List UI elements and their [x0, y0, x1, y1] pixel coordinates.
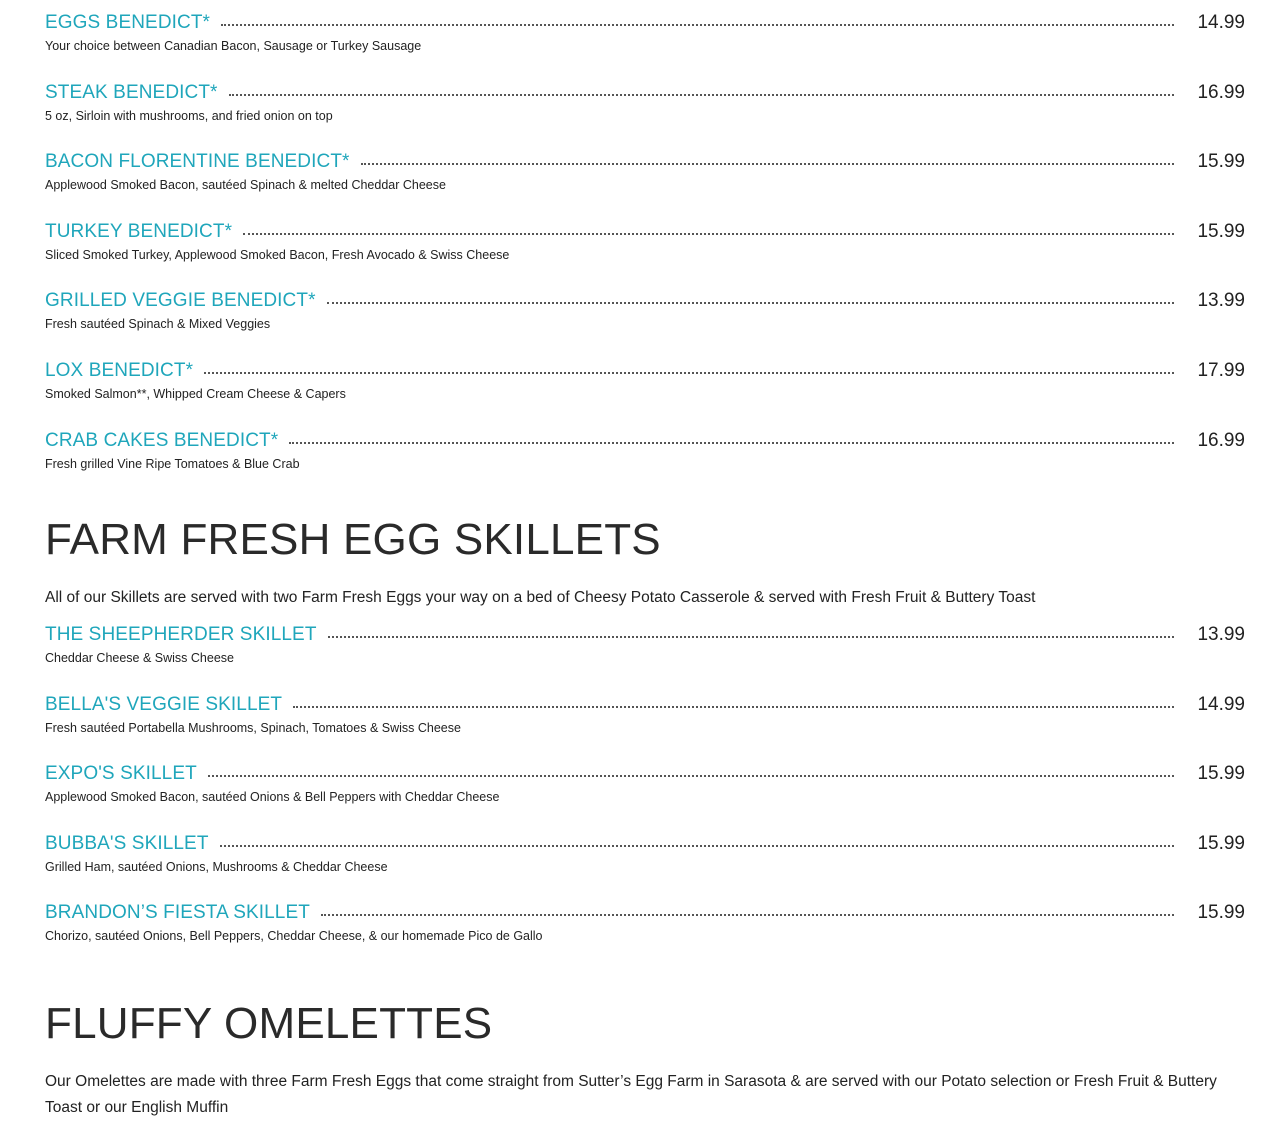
menu-item — [45, 890, 1245, 960]
section-title-skillets: FARM FRESH EGG SKILLETS — [45, 515, 661, 564]
dotted-leader — [361, 163, 1174, 165]
dotted-leader — [220, 845, 1174, 847]
item-price: 13.99 — [1197, 624, 1245, 645]
skillet-list — [45, 612, 1245, 960]
item-price: 15.99 — [1197, 220, 1245, 242]
menu-item — [45, 821, 1245, 891]
item-description: Fresh sautéed Spinach & Mixed Veggies — [45, 317, 271, 332]
menu-item — [45, 612, 1245, 682]
dotted-leader — [229, 94, 1174, 96]
menu-item — [45, 209, 1245, 279]
item-description: Chorizo, sautéed Onions, Bell Peppers, Cheddar Cheese, & our homemade Pico de Gallo — [45, 929, 543, 944]
dotted-leader — [221, 24, 1174, 26]
section-intro-skillets: All of our Skillets are served with two Farm Fresh Eggs your way on a bed of Cheesy Potato Casserole & served with Fresh Fruit & Buttery Toast — [45, 589, 1036, 606]
section-intro-omelettes: Our Omelettes are made with three Farm Fresh Eggs that come straight from Sutter’s Egg Farm in Sarasota & are served with our Potato selection or Fresh Fruit & Buttery Toast or our English Muffin — [45, 1073, 1217, 1116]
item-price: 15.99 — [1197, 902, 1245, 924]
item-description: Cheddar Cheese & Swiss Cheese — [45, 651, 234, 665]
menu-item — [45, 278, 1245, 348]
item-description: Grilled Ham, sautéed Onions, Mushrooms & Cheddar Cheese — [45, 859, 388, 874]
item-name: STEAK BENEDICT* — [45, 81, 218, 103]
item-description: 5 oz, Sirloin with mushrooms, and fried onion on top — [45, 108, 333, 123]
item-price: 16.99 — [1197, 429, 1245, 451]
dotted-leader — [327, 302, 1174, 304]
item-name: THE SHEEPHERDER SKILLET — [45, 624, 317, 645]
menu-item — [45, 70, 1245, 140]
menu-item — [45, 418, 1245, 488]
item-name: LOX BENEDICT* — [45, 359, 194, 381]
item-name: BELLA'S VEGGIE SKILLET — [45, 693, 283, 715]
dotted-leader — [204, 372, 1174, 374]
item-price: 15.99 — [1197, 832, 1245, 854]
item-name: BRANDON’S FIESTA SKILLET — [45, 902, 310, 924]
item-name: BACON FLORENTINE BENEDICT* — [45, 151, 350, 173]
dotted-leader — [289, 442, 1174, 444]
item-description: Your choice between Canadian Bacon, Sausage or Turkey Sausage — [45, 39, 422, 53]
item-name: TURKEY BENEDICT* — [45, 220, 233, 242]
item-description: Sliced Smoked Turkey, Applewood Smoked Bacon, Fresh Avocado & Swiss Cheese — [45, 247, 510, 262]
item-name: BUBBA'S SKILLET — [45, 832, 209, 854]
item-name: EXPO'S SKILLET — [45, 763, 197, 785]
item-name: GRILLED VEGGIE BENEDICT* — [45, 290, 316, 312]
dotted-leader — [208, 775, 1174, 777]
item-price: 14.99 — [1197, 693, 1245, 715]
benedict-list — [45, 0, 1245, 487]
item-price: 13.99 — [1197, 290, 1245, 312]
item-price: 17.99 — [1197, 359, 1245, 381]
item-price: 16.99 — [1197, 81, 1245, 103]
menu-item — [45, 751, 1245, 821]
menu-item — [45, 139, 1245, 209]
item-price: 14.99 — [1197, 12, 1245, 33]
menu-item — [45, 348, 1245, 418]
section-title-omelettes: FLUFFY OMELETTES — [45, 999, 493, 1048]
item-price: 15.99 — [1197, 763, 1245, 785]
item-description: Smoked Salmon**, Whipped Cream Cheese & Capers — [45, 386, 346, 401]
item-name: CRAB CAKES BENEDICT* — [45, 429, 279, 451]
menu-item — [45, 682, 1245, 752]
item-price: 15.99 — [1197, 151, 1245, 173]
item-description: Applewood Smoked Bacon, sautéed Onions & Bell Peppers with Cheddar Cheese — [45, 790, 500, 805]
dotted-leader — [243, 233, 1174, 235]
dotted-leader — [293, 706, 1174, 708]
item-description: Fresh sautéed Portabella Mushrooms, Spinach, Tomatoes & Swiss Cheese — [45, 720, 461, 735]
item-description: Fresh grilled Vine Ripe Tomatoes & Blue Crab — [45, 456, 300, 471]
item-name: EGGS BENEDICT* — [45, 12, 211, 33]
dotted-leader — [321, 914, 1174, 916]
menu-item — [45, 0, 1245, 70]
item-description: Applewood Smoked Bacon, sautéed Spinach & melted Cheddar Cheese — [45, 178, 446, 193]
dotted-leader — [328, 636, 1174, 638]
